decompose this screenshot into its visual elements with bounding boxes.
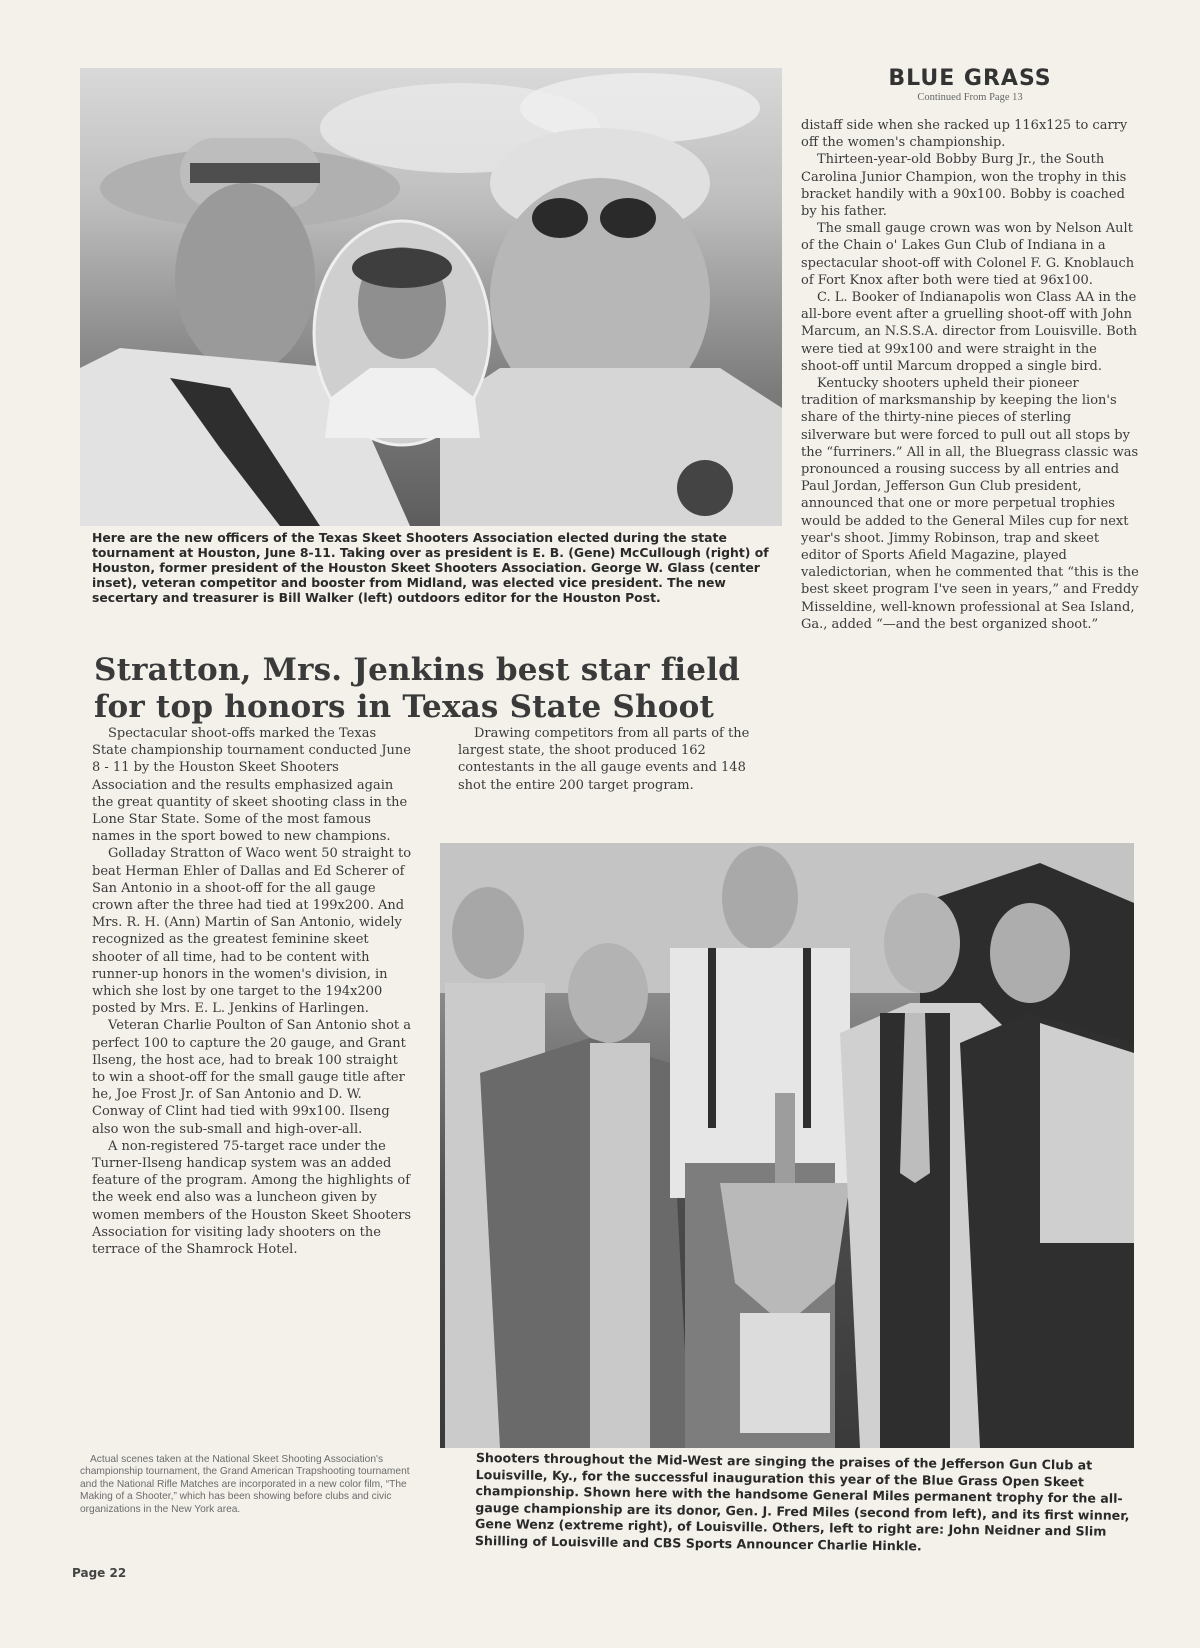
blue-grass-column: [801, 117, 1139, 633]
trophy-group-photo-illustration: [440, 843, 1134, 1448]
blue-grass-paragraph: The small gauge crown was won by Nelson Ault of the Chain o' Lakes Gun Club of Indiana in a spectacular shoot-off with Colonel F. G. Knoblauch of Fort Knox after both were tied at 96x100.: [801, 221, 1135, 288]
blue-grass-paragraph: C. L. Booker of Indianapolis won Class AA in the all-bore event after a gruelling shoot-off with John Marcum, an N.S.S.A. director from Louisville. Both were tied at 99x100 and were straight in the shoot-off until Marcum dropped a single bird.: [801, 290, 1138, 374]
texas-paragraph: Spectacular shoot-offs marked the Texas State championship tournament conducted June 8 - 11 by the Houston Skeet Shooters Association and the results emphasized again the great quantity of skeet shooting class in the Lone Star State. Some of the most famous names in the sport bowed to new champions.: [92, 726, 411, 845]
page-number: Page 22: [72, 1566, 127, 1580]
texas-paragraph: Golladay Stratton of Waco went 50 straight to beat Herman Ehler of Dallas and Ed Scherer of San Antonio in a shoot-off for the all gauge crown after the three had tied at 199x200. And Mrs. R. H. (Ann) Martin of San Antonio, widely recognized as the greatest feminine skeet shooter of all time, had to be content with runner-up honors in the women's division, in which she lost by one target to the 194x200 posted by Mrs. E. L. Jenkins of Harlingen.: [92, 846, 412, 1017]
texas-article-column-1: [92, 725, 412, 1258]
officers-photo: [80, 68, 782, 526]
film-footnote: [80, 1454, 415, 1516]
texas-article-column-2: [458, 725, 761, 794]
texas-paragraph: Drawing competitors from all parts of the largest state, the shoot produced 162 contestants in the all gauge events and 148 shot the entire 200 target program.: [458, 726, 750, 793]
footnote-text: Actual scenes taken at the National Skeet Shooting Association's championship tournament, the Grand American Trapshooting tournament and the National Rifle Matches are incorporated in a new color film, “The Making of a Shooter,” which has been showing before clubs and civic organizations in the New York area.: [80, 1454, 410, 1515]
trophy-photo-caption: Shooters throughout the Mid-West are singing the praises of the Jefferson Gun Club at Louisville, Ky., for the successful inauguration this year of the Blue Grass Open Skeet championship. Shown here with the handsome General Miles permanent trophy for the all-gauge championship are its donor, Gen. J. Fred Miles (second from left), and its first winner, Gene Wenz (extreme right), of Louisville. Others, left to right are: John Neidner and Slim Shilling of Louisville and CBS Sports Announcer Charlie Hinkle.: [474, 1450, 1130, 1553]
officers-photo-caption: Here are the new officers of the Texas Skeet Shooters Association elected during the state tournament at Houston, June 8-11. Taking over as president is E. B. (Gene) McCullough (right) of Houston, former president of the Houston Skeet Shooters Association. George W. Glass (center inset), veteran competitor and booster from Midland, was elected vice president. The new secertary and treasurer is Bill Walker (left) outdoors editor for the Houston Post.: [92, 530, 769, 605]
blue-grass-title: BLUE GRASS: [888, 66, 1052, 91]
blue-grass-paragraph: Kentucky shooters upheld their pioneer tradition of marksmanship by keeping the lion's share of the thirty-nine pieces of sterling silverware but were forced to pull out all stops by the “furriners.” All in all, the Bluegrass classic was pronounced a rousing success by all entries and Paul Jordan, Jefferson Gun Club president, announced that one or more perpetual trophies would be added to the General Miles cup for next year's shoot. Jimmy Robinson, trap and skeet editor of Sports Afield Magazine, played valedictorian, when he commented that “this is the best skeet program I've seen in years,” and Freddy Misseldine, well-known professional at Sea Island, Ga., added “—and the best organized shoot.”: [801, 376, 1139, 632]
blue-grass-paragraph: distaff side when she racked up 116x125 to carry off the women's championship.: [801, 118, 1128, 151]
blue-grass-continued-note: Continued From Page 13: [917, 92, 1023, 103]
officers-photo-illustration: [80, 68, 782, 526]
article-headline: Stratton, Mrs. Jenkins best star field for top honors in Texas State Shoot: [94, 652, 741, 725]
trophy-group-photo: [440, 843, 1134, 1448]
texas-paragraph: A non-registered 75-target race under the Turner-Ilseng handicap system was an added feature of the program. Among the highlights of the week end also was a luncheon given by women members of the Houston Skeet Shooters Association for visiting lady shooters on the terrace of the Shamrock Hotel.: [92, 1138, 412, 1258]
blue-grass-header: [801, 66, 1139, 103]
blue-grass-paragraph: Thirteen-year-old Bobby Burg Jr., the South Carolina Junior Champion, won the trophy in this bracket handily with a 90x100. Bobby is coached by his father.: [801, 152, 1127, 220]
texas-paragraph: Veteran Charlie Poulton of San Antonio shot a perfect 100 to capture the 20 gauge, and Grant Ilseng, the host ace, had to break 100 straight to win a shoot-off for the small gauge title after he, Joe Frost Jr. of San Antonio and D. W. Conway of Clint had tied with 99x100. Ilseng also won the sub-small and high-over-all.: [92, 1018, 412, 1137]
